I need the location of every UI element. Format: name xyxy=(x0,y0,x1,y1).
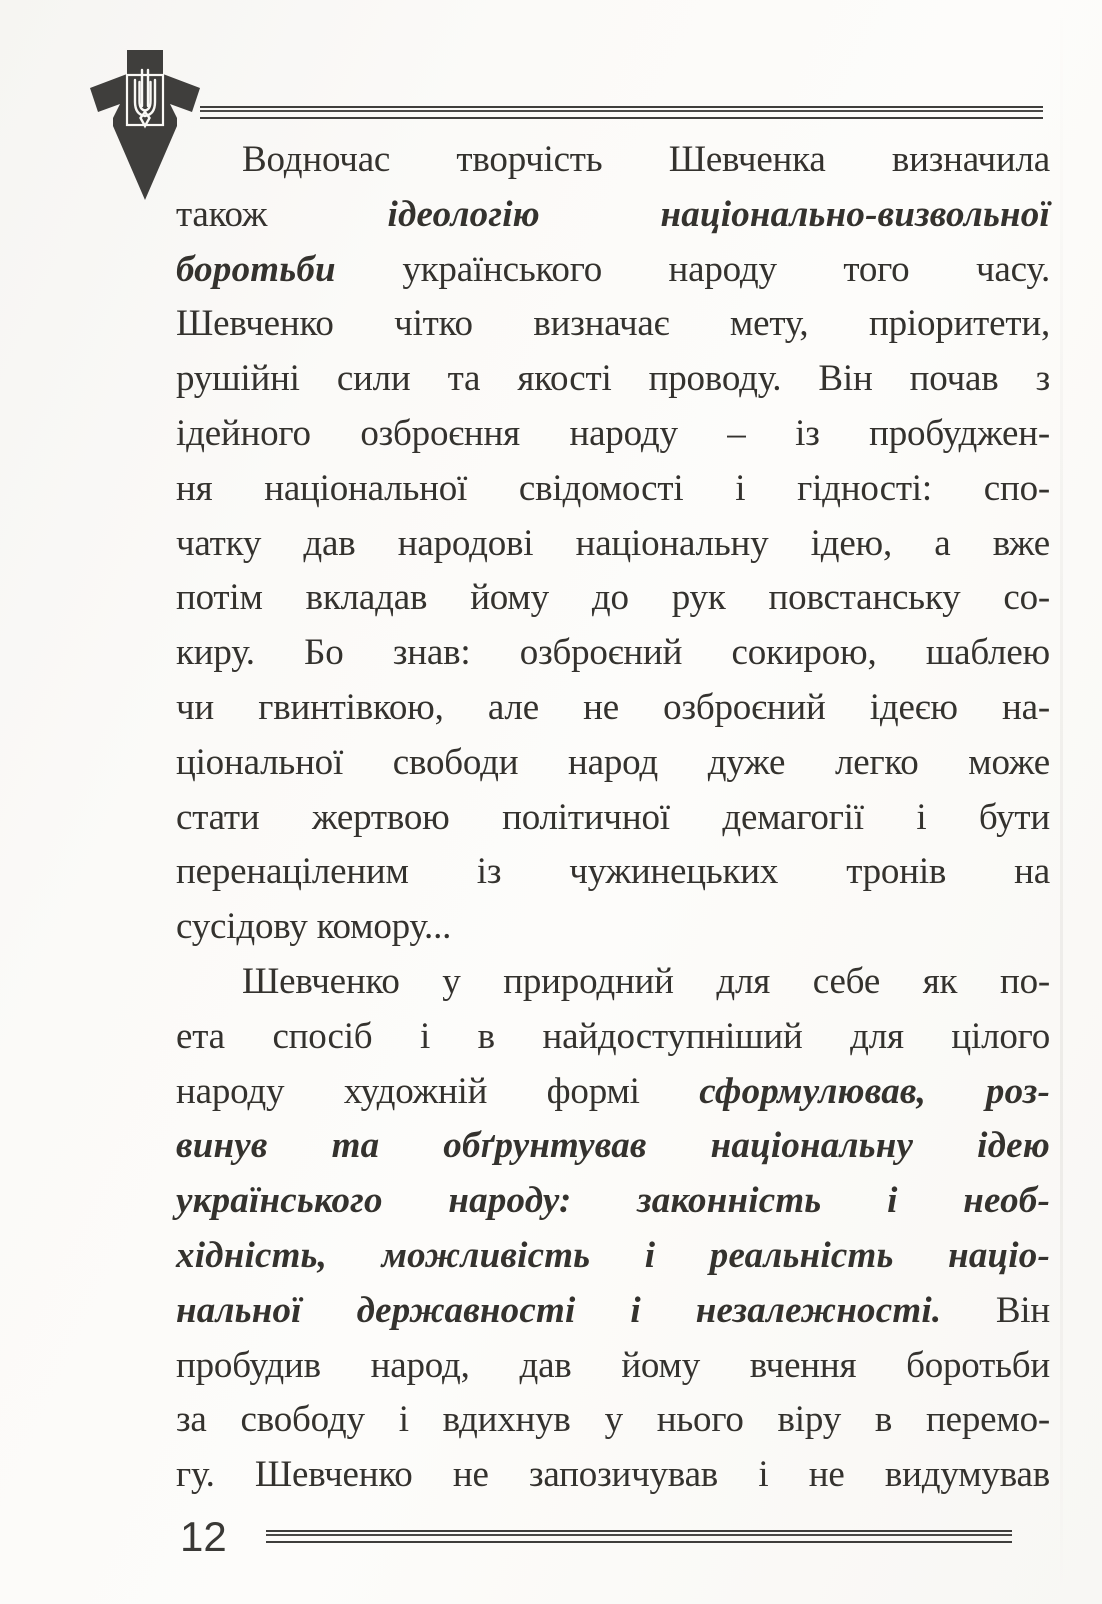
text-line xyxy=(176,243,1050,298)
text-line xyxy=(176,1119,1050,1174)
text-line xyxy=(176,407,1050,462)
body-text-segment: чатку дав народові національну ідею, а вже xyxy=(176,522,1050,564)
page-number: 12 xyxy=(180,1513,227,1560)
body-text-segment: ідейного озброєння народу – із пробуджен- xyxy=(176,412,1050,454)
text-line xyxy=(176,791,1050,846)
text-line xyxy=(176,1229,1050,1284)
body-text-segment: ня національної свідомості і гідності: спо- xyxy=(176,467,1050,509)
body-text-segment: ціональної свободи народ дуже легко може xyxy=(176,741,1050,783)
body-text-segment: за свободу і вдихнув у нього віру в перемо- xyxy=(176,1399,1050,1441)
emphasized-text: боротьби xyxy=(176,248,336,290)
emphasized-text: хідність, можливість і реальність націо- xyxy=(176,1234,1050,1276)
bottom-rule xyxy=(266,1530,1012,1540)
body-text-segment: народу художній формі xyxy=(176,1070,700,1112)
emphasized-text: ідеологію національно-визвольної xyxy=(387,193,1050,235)
emphasized-text: винув та обґрунтував національну ідею xyxy=(176,1125,1050,1167)
text-line xyxy=(176,352,1050,407)
body-text-segment: стати жертвою політичної демагогії і бути xyxy=(176,796,1050,838)
body-text-segment: Водночас творчість Шевченка визначила xyxy=(242,139,1050,180)
text-line xyxy=(176,1393,1050,1448)
text-line xyxy=(176,1448,1050,1503)
text-line xyxy=(176,297,1050,352)
text-line xyxy=(176,1284,1050,1339)
body-text-segment: також xyxy=(176,193,388,235)
body-text-segment: ета спосіб і в найдоступніший для цілого xyxy=(176,1015,1050,1057)
text-line xyxy=(176,133,1050,188)
body-text-segment: Шевченко у природний для себе як по- xyxy=(242,960,1050,1002)
text-line xyxy=(176,736,1050,791)
text-line xyxy=(176,1010,1050,1065)
top-rule xyxy=(200,106,1043,116)
body-text-segment: Шевченко чітко визначає мету, пріоритети, xyxy=(176,303,1050,345)
emphasized-text: сформулював, роз- xyxy=(699,1070,1050,1112)
text-line xyxy=(176,955,1050,1010)
text-line xyxy=(176,571,1050,626)
text-line xyxy=(176,188,1050,243)
text-line xyxy=(176,1065,1050,1120)
scan-artifact xyxy=(1060,0,1063,1604)
body-text-segment: сусідову комору... xyxy=(176,906,452,948)
text-line xyxy=(176,462,1050,517)
text-line xyxy=(176,845,1050,900)
text-line xyxy=(176,517,1050,572)
body-text-segment: рушійні сили та якості проводу. Він почав з xyxy=(176,358,1050,400)
body-text-segment: українського народу того часу. xyxy=(335,248,1050,290)
text-line xyxy=(176,626,1050,681)
body-text-segment: киру. Бо знав: озброєний сокирою, шаблею xyxy=(176,632,1050,674)
emphasized-text: нальної державності і незалежності. xyxy=(176,1289,942,1331)
body-text-segment: потім вкладав йому до рук повстанську со- xyxy=(176,577,1050,619)
text-line xyxy=(176,1339,1050,1394)
body-text-segment: Він xyxy=(941,1289,1050,1331)
text-line xyxy=(176,1174,1050,1229)
body-text xyxy=(176,133,1050,1503)
emphasized-text: українського народу: законність і необ- xyxy=(176,1180,1050,1222)
body-text-segment: гу. Шевченко не запозичував і не видумував xyxy=(176,1454,1050,1496)
body-text-segment: пробудив народ, дав йому вчення боротьби xyxy=(176,1344,1050,1386)
text-line xyxy=(176,900,1050,955)
text-line xyxy=(176,681,1050,736)
body-text-segment: чи гвинтівкою, але не озброєний ідеєю на- xyxy=(176,686,1050,728)
body-text-segment: перенаціленим із чужинецьких тронів на xyxy=(176,851,1050,893)
